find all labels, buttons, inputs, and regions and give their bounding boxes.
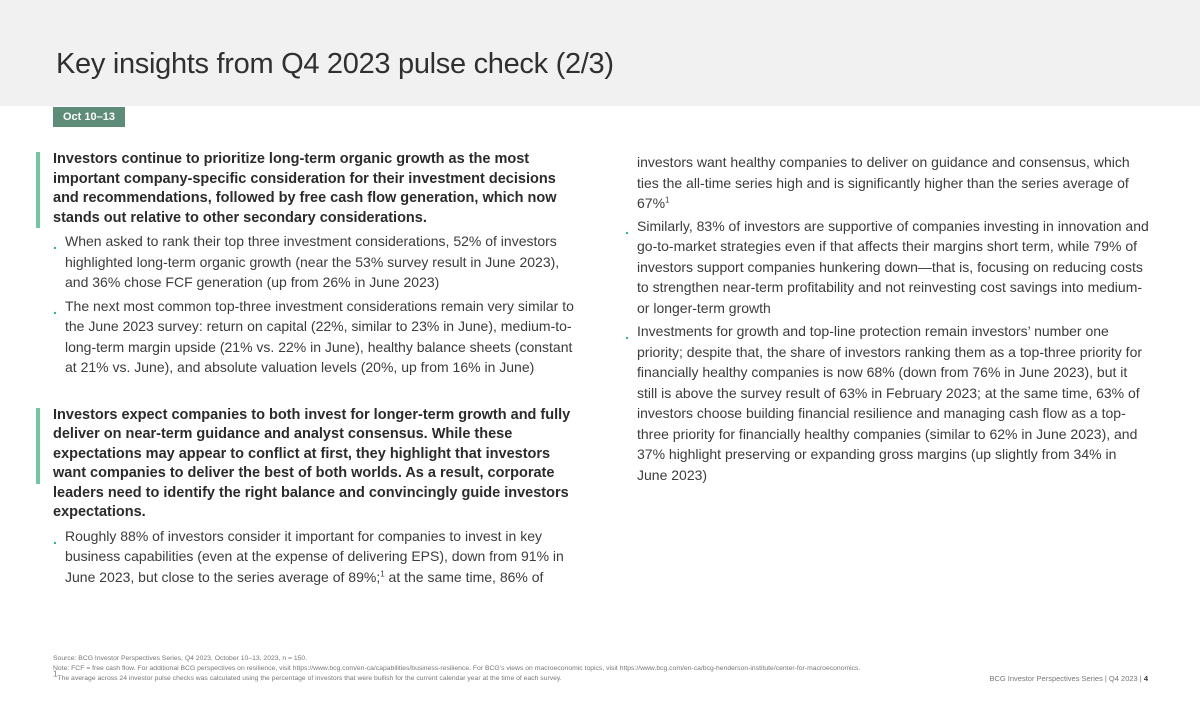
source-note: Source: BCG Investor Perspectives Series, Q4 2023, October 10–13, 2023, n = 150. [53,655,308,662]
bullet-item [53,296,581,378]
bullet-text: Similarly, 83% of investors are supportive of companies investing in innovation and go-to-market strategies even if that affects their margins short term, while 79% of investors support companies hunkering down—that is, focusing on reducing costs to strengthen near-term profitability and not reinvesting cost savings into medium- or longer-term growth [637,217,1149,316]
footnote-mark: 1 [53,669,58,679]
bullet-text: The next most common top-three investment considerations remain very similar to the June 2023 survey: return on capital (22%, similar to 23% in June), medium-to-long-term margin upside (21% vs. 22% in June), healthy balance sheets (constant at 21% vs. June), and absolute valuation levels (20%, up from 16% in June) [65,297,574,375]
section-heading: Investors continue to prioritize long-term organic growth as the most important company-specific consideration for their investment decisions and recommendations, followed by free cash flow generation, which now stands out relative to other secondary considerations. [53,151,557,226]
page-number: 4 [1143,674,1148,683]
bullet-dot-icon: . [53,236,57,252]
section-long-term-growth [36,150,581,378]
bullet-dot-icon: . [625,220,629,237]
section-accent-bar [36,408,40,484]
footnote-text [53,669,1153,684]
section-accent-bar [36,152,40,228]
footnote-ref: 1 [380,568,385,578]
right-column [620,152,1150,485]
section-invest-and-deliver [36,406,581,588]
bullet-item [53,231,581,293]
footnote-body: The average across 24 investor pulse checks was calculated using the percentage of investors that were bullish for the current calendar year at the time of each survey. [57,675,562,682]
bullet-text: When asked to rank their top three investment considerations, 52% of investors highlighted long-term organic growth (near the 53% survey result in June 2023), and 36% chose FCF generation (up from 26% in June 2023) [65,233,560,290]
page-footer [989,674,1148,683]
date-tag: Oct 10–13 [53,107,125,127]
bullet-dot-icon: . [53,300,57,317]
section-continued [620,152,1150,485]
bullet-text: Investments for growth and top-line protection remain investors’ number one priority; despite that, the share of investors ranking them as a top-three priority for financially healthy companies is now 68% (down from 76% in June 2023), but it still is above the survey result of 63% in February 2023; at the same time, 63% of investors choose building financial resilience and managing cash flow as a top-three priority for financially healthy companies (similar to 62% in June 2023), and 37% highlight preserving or expanding gross margins (up slightly from 34% in June 2023) [637,323,1143,483]
left-column [36,150,581,587]
continued-text [637,152,1150,214]
note-text: Note: FCF = free cash flow. For additional BCG perspectives on resilience, visit https://www.bcg.com/en-ca/capabilities/business-resilience. For BCG’s views on macroeconomic topics, visit https://www.bcg.com/en-ca/bcg-henderson-institute/center-for-macroeconomics. [53,665,861,672]
bullet-item [625,216,1150,319]
footnote-ref: 1 [665,195,670,205]
bullet-dot-icon: . [53,530,57,547]
bullet-dot-icon: . [625,326,629,342]
bullet-item [625,321,1150,485]
continued-text-main: investors want healthy companies to deliver on guidance and consensus, which ties the all-time series high and is significantly higher than the series average of 67% [637,154,1130,211]
page-title: Key insights from Q4 2023 pulse check (2/3) [56,48,614,80]
footnotes [53,654,1153,684]
bullet-item [53,526,581,588]
bullet-list [53,526,581,588]
section-heading: Investors expect companies to both invest for longer-term growth and fully deliver on near-term guidance and analyst consensus. While these expectations may appear to conflict at first, they highlight that investors want companies to deliver the best of both worlds. As a result, corporate leaders need to identify the right balance and convincingly guide investors expectations. [53,406,571,520]
series-label: BCG Investor Perspectives Series | Q4 2023 | [989,674,1142,683]
bullet-text: Roughly 88% of investors consider it important for companies to invest in key business capabilities (even at the expense of delivering EPS), down from 91% in June 2023, but close to the series average of 89%; [65,527,564,585]
bullet-text-tail: at the same time, 86% of [384,568,544,585]
bullet-list [53,231,581,378]
bullet-list [625,216,1150,486]
